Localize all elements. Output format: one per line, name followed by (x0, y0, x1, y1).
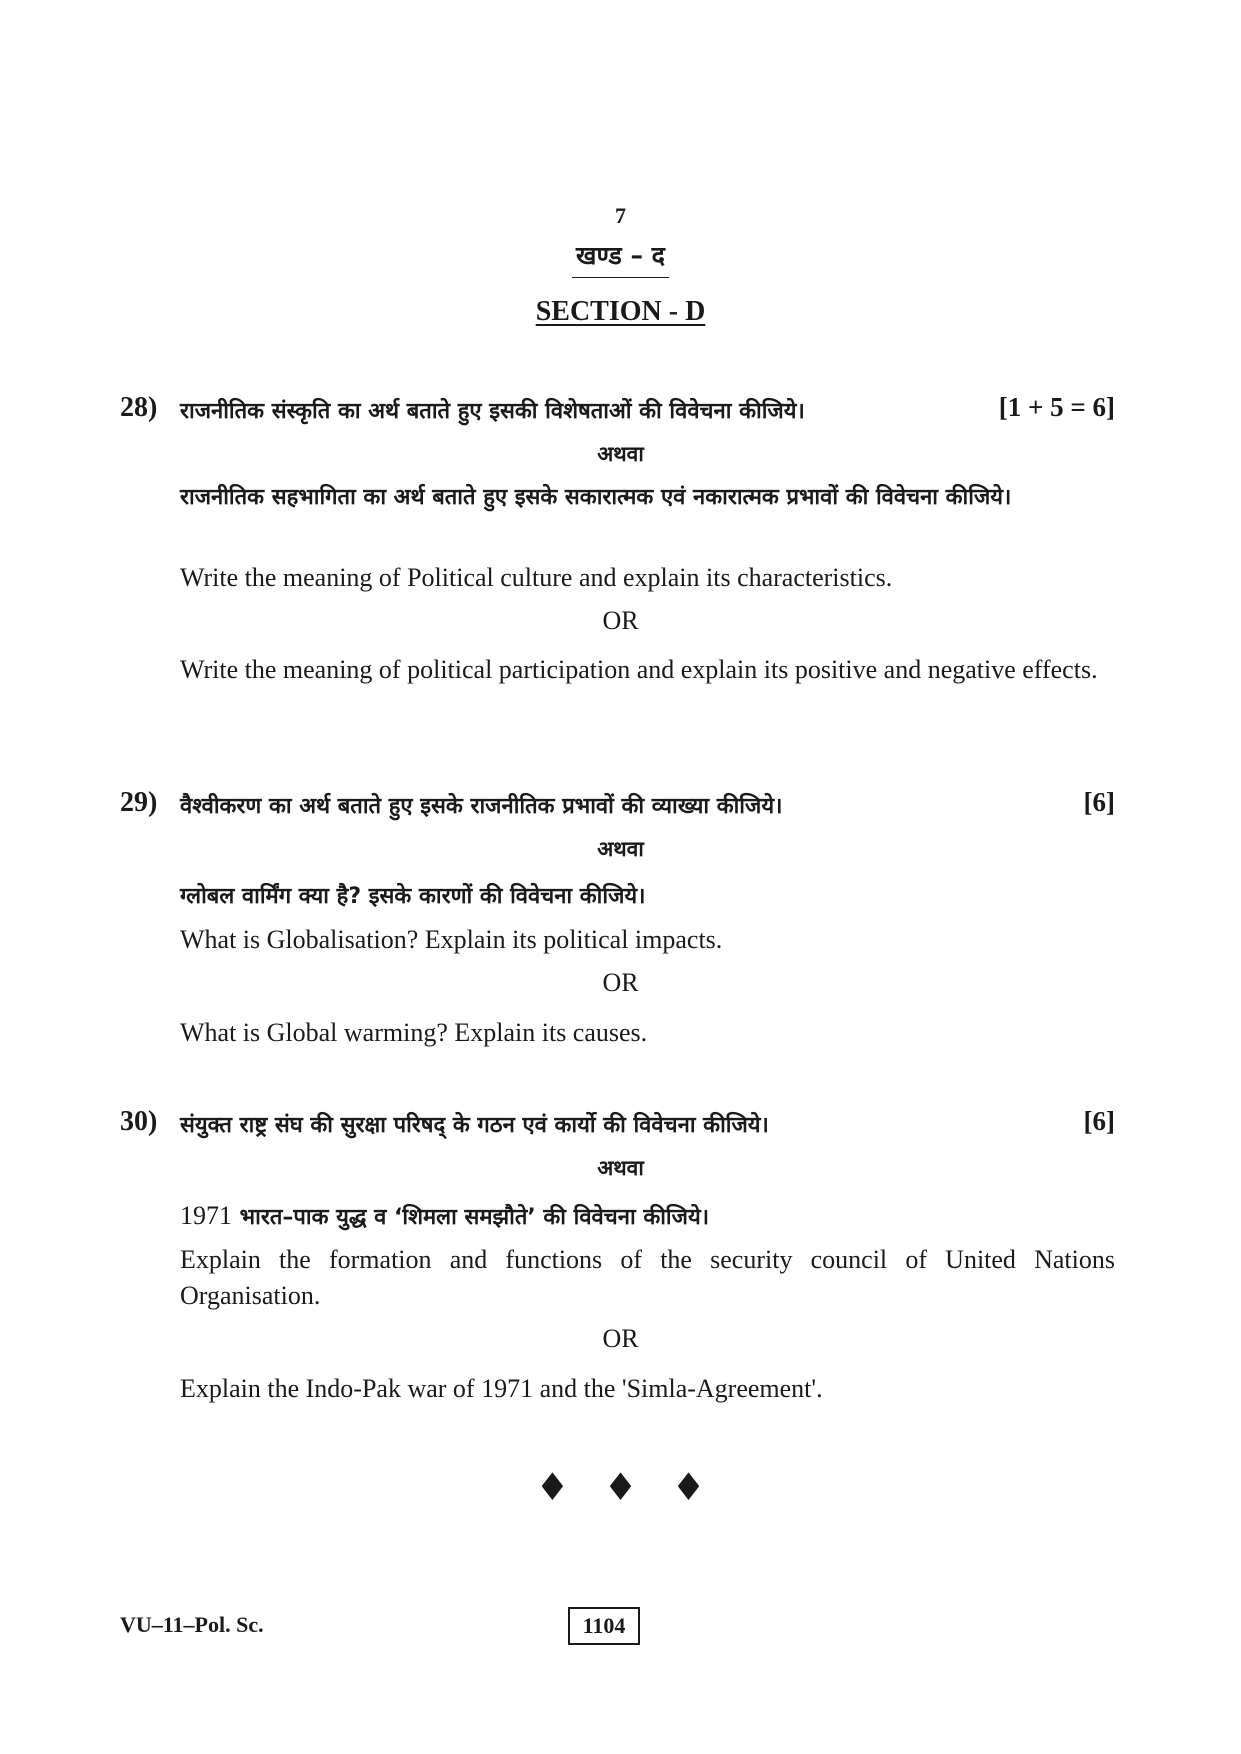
question-hindi-alternative: राजनीतिक सहभागिता का अर्थ बताते हुए इसके सकारात्मक एवं नकारात्मक प्रभावों की विवेचना कीजिये। (180, 485, 1012, 510)
question-marks: [6] (1083, 1106, 1115, 1136)
question-hindi-alternative-text: भारत–पाक युद्ध व ‘शिमला समझौते’ की विवेचना कीजिये। (239, 1205, 710, 1230)
question-english-alternative: Explain the Indo-Pak war of 1971 and the 'Simla-Agreement'. (180, 1374, 823, 1403)
question-hindi-main: वैश्वीकरण का अर्थ बताते हुए इसके राजनीतिक प्रभावों की व्याख्या कीजिये। (180, 794, 783, 819)
question-marks: [1 + 5 = 6] (998, 392, 1115, 422)
question-number: 28) (120, 392, 158, 423)
end-marker-diamonds: ♦♦♦ (535, 1465, 740, 1509)
question-hindi-alternative (180, 1198, 1115, 1236)
section-heading-hindi: खण्ड – द (572, 238, 669, 278)
section-heading-hindi-wrap (0, 238, 1241, 278)
year-1971: 1971 (180, 1201, 232, 1230)
footer-paper-code: VU–11–Pol. Sc. (120, 1612, 264, 1637)
footer-box-number: 1104 (568, 1607, 640, 1645)
or-hindi: अथवा (597, 837, 644, 861)
question-english-main: Write the meaning of Political culture and explain its characteristics. (180, 563, 893, 592)
question-english-main: What is Globalisation? Explain its political impacts. (180, 925, 723, 954)
or-english: OR (602, 968, 639, 997)
or-hindi: अथवा (597, 1156, 644, 1180)
question-number: 30) (120, 1106, 158, 1137)
question-header (0, 787, 1241, 827)
question-number: 29) (120, 787, 158, 818)
or-english: OR (602, 1324, 639, 1353)
question-english-alternative: What is Global warming? Explain its causes. (180, 1018, 648, 1047)
question-marks: [6] (1083, 787, 1115, 817)
question-header (0, 392, 1241, 432)
question-english-alternative: Write the meaning of political participation and explain its positive and negative effects. (180, 655, 1098, 684)
page-number: 7 (615, 203, 626, 228)
question-hindi-alternative: ग्लोबल वार्मिंग क्या है? इसके कारणों की विवेचना कीजिये। (180, 884, 646, 909)
question-hindi-main: संयुक्त राष्ट्र संघ की सुरक्षा परिषद् के गठन एवं कार्यो की विवेचना कीजिये। (180, 1113, 769, 1138)
question-header (0, 1106, 1241, 1146)
or-english: OR (602, 606, 639, 635)
question-hindi-main: राजनीतिक संस्कृति का अर्थ बताते हुए इसकी विशेषताओं की विवेचना कीजिये। (180, 399, 805, 424)
question-english-main: Explain the formation and functions of the security council of United Nations Organisation. (180, 1245, 1115, 1310)
or-hindi: अथवा (597, 442, 644, 466)
section-heading-english: SECTION - D (535, 296, 706, 327)
